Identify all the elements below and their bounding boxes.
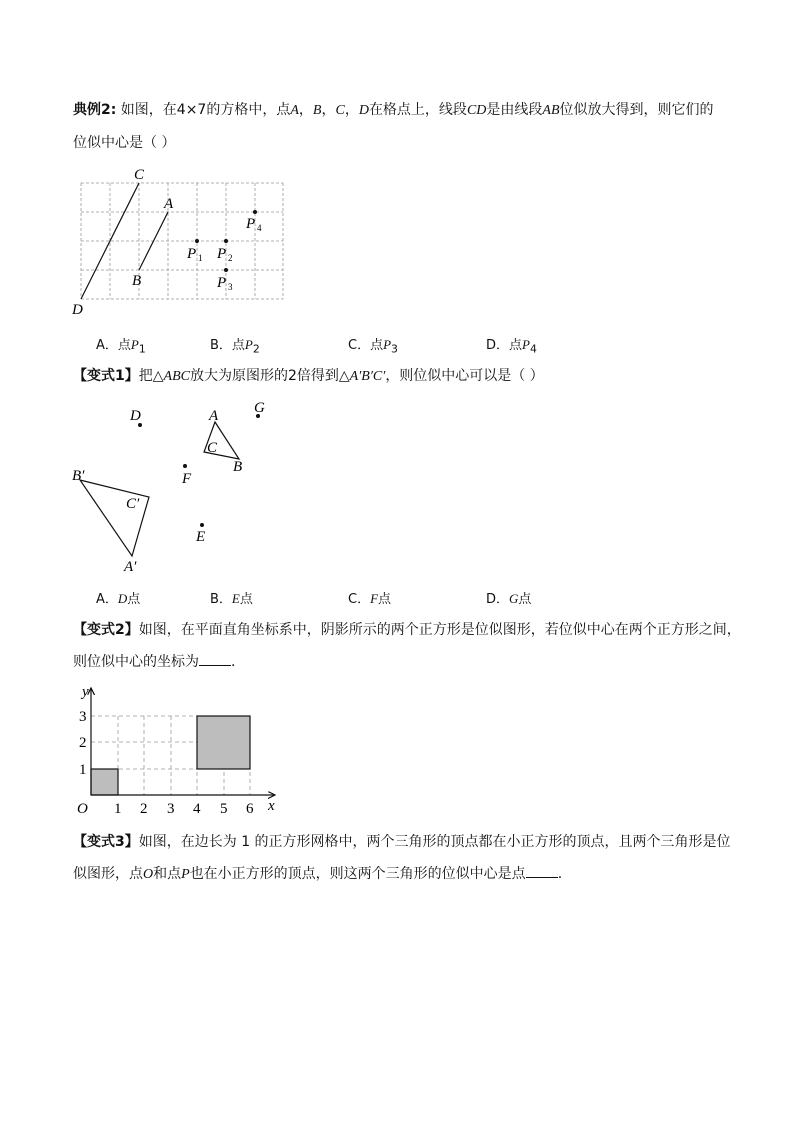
triangle-apbpcp: A′B′C′ [349, 369, 386, 384]
option-sub: 4 [529, 342, 537, 356]
example2-text-d: 位似放大得到，则它们的 [559, 102, 714, 118]
variant3-text-c: 也在小正方形的顶点，则这两个三角形的位似中心是点 [189, 866, 526, 882]
label-c: C [207, 440, 218, 456]
point-p: P [181, 867, 190, 882]
large-square [197, 716, 250, 769]
option-letter: D． [486, 592, 510, 607]
example2-option-c[interactable] [348, 336, 398, 359]
variant3-label: 【变式3】 [73, 834, 139, 850]
answer-blank[interactable] [526, 865, 558, 878]
label-b: B [132, 273, 142, 289]
label-f: F [182, 471, 192, 487]
point-d: D [358, 103, 369, 118]
option-tail: 点 [239, 592, 253, 607]
label-a: A [209, 408, 219, 424]
option-var: E [231, 591, 240, 606]
point-o: O [143, 867, 154, 882]
option-var: P [130, 337, 139, 352]
variant2-coordinate-figure [70, 680, 285, 815]
variant3-text: 如图，在边长为 1 的正方形网格中，两个三角形的顶点都在小正方形的顶点，且两个三角形是位 [138, 834, 731, 850]
option-sub: 3 [391, 342, 398, 356]
variant3-text-b: 和点 [153, 866, 182, 882]
grid-lines [81, 183, 283, 299]
label-e: E [196, 529, 206, 545]
variant1-label: 【变式1】 [73, 368, 139, 384]
origin-label: O [77, 801, 88, 815]
label-a: A [164, 196, 174, 212]
x-tick-1: 1 [114, 801, 122, 815]
x-tick-2: 2 [140, 801, 148, 815]
option-var: P [383, 337, 392, 352]
variant1-option-c[interactable] [348, 590, 391, 609]
variant1-option-d[interactable] [486, 590, 531, 609]
x-axis-label: x [268, 798, 275, 814]
variant1-option-b[interactable] [210, 590, 253, 609]
variant3-line1 [73, 832, 731, 852]
x-tick-3: 3 [167, 801, 175, 815]
point-a: A [290, 103, 299, 118]
example2-text-b: 在格点上，线段 [368, 102, 467, 118]
period: . [231, 654, 236, 670]
variant2-label: 【变式2】 [73, 622, 139, 638]
label-p1: P [187, 246, 197, 262]
option-var: D [117, 591, 128, 606]
point-b: B [312, 103, 322, 118]
option-letter: C． [348, 592, 371, 607]
point-f-dot [183, 464, 187, 468]
variant3-text-a: 似图形，点 [73, 866, 143, 882]
label-p2-sub: 2 [228, 253, 233, 263]
separator: ， [298, 102, 313, 118]
label-bp: B′ [72, 468, 85, 484]
point-p2-dot [224, 239, 228, 243]
option-var: P [244, 337, 253, 352]
variant1-text-b: 放大为原图形的2倍得到△ [189, 368, 350, 384]
example2-line1 [73, 100, 714, 121]
x-tick-5: 5 [220, 801, 228, 815]
option-var: F [370, 591, 379, 606]
y-tick-1: 1 [79, 762, 87, 778]
example2-line2: 位似中心是（ ） [73, 135, 176, 151]
small-square [91, 769, 118, 795]
separator: ， [344, 102, 359, 118]
example2-option-a[interactable] [96, 336, 146, 359]
option-letter: D．点 [486, 338, 523, 353]
period: . [557, 866, 563, 882]
option-tail: 点 [518, 592, 532, 607]
option-var: G [509, 591, 519, 606]
label-b: B [233, 459, 243, 475]
variant1-text-a: 把△ [138, 368, 164, 384]
example2-text-a: 如图，在4×7的方格中，点 [120, 102, 291, 118]
example2-option-b[interactable] [210, 336, 260, 359]
point-p1-dot [195, 239, 199, 243]
option-sub: 1 [138, 342, 146, 356]
x-tick-4: 4 [193, 801, 201, 815]
answer-blank[interactable] [199, 653, 231, 666]
separator: ， [321, 102, 336, 118]
variant1-option-a[interactable] [96, 590, 140, 609]
option-sub: 2 [252, 342, 260, 356]
label-p4: P [246, 216, 256, 232]
option-tail: 点 [127, 592, 141, 607]
label-d: D [130, 408, 141, 424]
option-letter: A． [96, 592, 118, 607]
point-c: C [335, 103, 345, 118]
y-axis-label: y [82, 684, 89, 700]
variant1-line [73, 366, 544, 387]
variant2-line1 [73, 620, 741, 640]
label-p1-sub: 1 [198, 253, 203, 263]
label-p2: P [217, 246, 227, 262]
option-var: P [522, 337, 530, 352]
label-g: G [254, 400, 265, 416]
y-tick-2: 2 [79, 735, 87, 751]
example2-label: 典例2: [73, 102, 117, 118]
option-letter: B． [210, 592, 232, 607]
label-cp: C′ [126, 496, 140, 512]
segment-ab: AB [542, 103, 560, 118]
variant1-figure [68, 396, 278, 578]
x-tick-6: 6 [246, 801, 254, 815]
option-letter: C．点 [348, 338, 384, 353]
label-p3: P [217, 275, 227, 291]
variant2-text: 如图，在平面直角坐标系中，阴影所示的两个正方形是位似图形，若位似中心在两个正方形之间， [138, 622, 741, 638]
variant1-text-c: ，则位似中心可以是（ ） [385, 368, 544, 384]
triangle-abc: ABC [163, 369, 190, 384]
variant2-text2: 则位似中心的坐标为 [73, 654, 199, 670]
option-tail: 点 [378, 592, 392, 607]
y-tick-3: 3 [79, 709, 87, 725]
label-d: D [72, 302, 83, 318]
example2-grid-figure [70, 160, 300, 320]
point-p4-dot [253, 210, 257, 214]
option-letter: B．点 [210, 338, 245, 353]
label-p3-sub: 3 [228, 282, 233, 292]
triangle-apbpcp-shape [80, 480, 149, 556]
variant2-line2 [73, 652, 235, 672]
label-c: C [134, 167, 145, 183]
segment-cd: CD [466, 103, 487, 118]
label-ap: A′ [124, 559, 137, 575]
option-letter: A．点 [96, 338, 131, 353]
example2-text-c: 是由线段 [486, 102, 543, 118]
example2-option-d[interactable] [486, 336, 537, 359]
point-p3-dot [224, 268, 228, 272]
label-p4-sub: 4 [257, 223, 262, 233]
variant3-line2 [73, 864, 562, 885]
point-e-dot [200, 523, 204, 527]
